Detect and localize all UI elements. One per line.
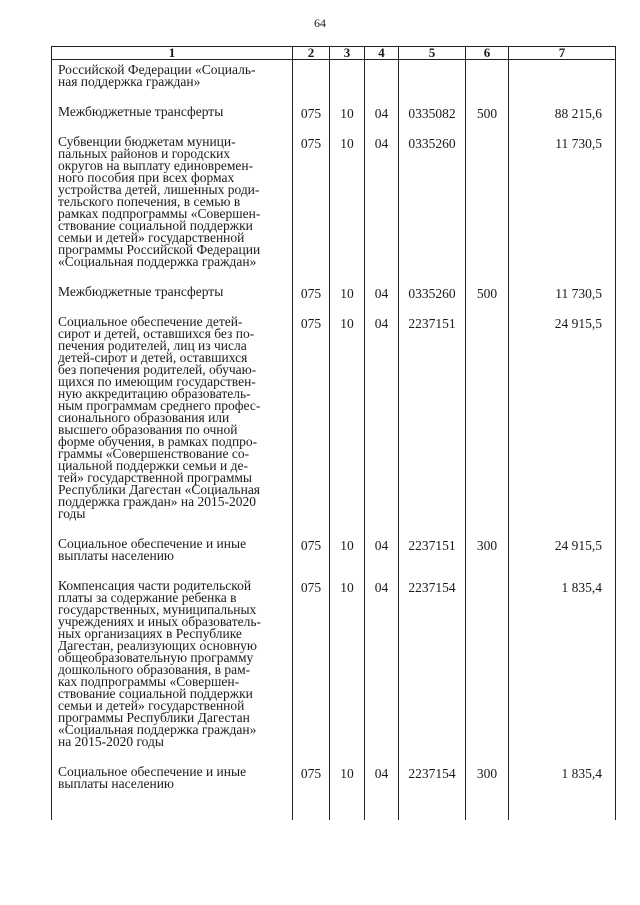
table-row	[52, 312, 616, 534]
table-row	[52, 576, 616, 762]
table-row	[52, 60, 616, 103]
cell-rz: 10	[330, 102, 365, 132]
cell-rz: 10	[330, 282, 365, 312]
cell-csr: 0335082	[399, 102, 466, 132]
cell-pr: 04	[365, 132, 399, 282]
cell-gr: 075	[293, 576, 330, 762]
cell-name: Социальное обеспечение и иные выплаты населению	[52, 762, 293, 820]
cell-name: Межбюджетные трансферты	[52, 102, 293, 132]
cell-gr	[293, 60, 330, 103]
cell-sum: 24 915,5	[509, 534, 616, 576]
cell-pr: 04	[365, 534, 399, 576]
cell-vr	[466, 60, 509, 103]
cell-vr	[466, 312, 509, 534]
header-col-4: 4	[365, 47, 399, 60]
cell-csr: 2237154	[399, 762, 466, 820]
cell-vr	[466, 576, 509, 762]
cell-pr	[365, 60, 399, 103]
cell-sum: 11 730,5	[509, 132, 616, 282]
table-row	[52, 102, 616, 132]
cell-rz: 10	[330, 534, 365, 576]
cell-vr	[466, 132, 509, 282]
cell-sum: 1 835,4	[509, 762, 616, 820]
cell-vr: 500	[466, 282, 509, 312]
header-col-1: 1	[52, 47, 293, 60]
cell-gr: 075	[293, 534, 330, 576]
header-col-2: 2	[293, 47, 330, 60]
cell-rz: 10	[330, 132, 365, 282]
cell-csr: 0335260	[399, 282, 466, 312]
cell-vr: 500	[466, 102, 509, 132]
cell-sum: 1 835,4	[509, 576, 616, 762]
cell-rz: 10	[330, 762, 365, 820]
cell-pr: 04	[365, 576, 399, 762]
table-body	[52, 60, 616, 821]
cell-gr: 075	[293, 312, 330, 534]
cell-pr: 04	[365, 312, 399, 534]
cell-sum: 11 730,5	[509, 282, 616, 312]
cell-vr: 300	[466, 534, 509, 576]
cell-gr: 075	[293, 102, 330, 132]
cell-gr: 075	[293, 762, 330, 820]
cell-sum	[509, 60, 616, 103]
header-col-5: 5	[399, 47, 466, 60]
cell-sum: 24 915,5	[509, 312, 616, 534]
cell-pr: 04	[365, 762, 399, 820]
header-col-7: 7	[509, 47, 616, 60]
table-row	[52, 132, 616, 282]
cell-name: Российской Федерации «Социаль- ная поддержка граждан»	[52, 60, 293, 103]
header-col-6: 6	[466, 47, 509, 60]
header-col-3: 3	[330, 47, 365, 60]
cell-gr: 075	[293, 282, 330, 312]
cell-name: Межбюджетные трансферты	[52, 282, 293, 312]
cell-pr: 04	[365, 282, 399, 312]
cell-pr: 04	[365, 102, 399, 132]
cell-csr: 2237151	[399, 534, 466, 576]
table-row	[52, 282, 616, 312]
table-row	[52, 762, 616, 820]
cell-gr: 075	[293, 132, 330, 282]
header-row	[52, 47, 616, 60]
cell-csr: 2237154	[399, 576, 466, 762]
cell-vr: 300	[466, 762, 509, 820]
cell-name: Социальное обеспечение и иные выплаты населению	[52, 534, 293, 576]
budget-table	[51, 46, 616, 820]
cell-rz: 10	[330, 312, 365, 534]
cell-name: Компенсация части родительской платы за содержание ребенка в государственных, муниципальных учреждениях и иных образователь- ных организациях в Республике Дагестан, реализующих основную общеобразовательную программу дошкольного образования, в рам- ках подпрограммы «Совершен- ствование социальной поддержки семьи и детей» государственной программы Республики Дагестан «Социальная поддержка граждан» на 2015-2020 годы	[52, 576, 293, 762]
cell-sum: 88 215,6	[509, 102, 616, 132]
page-number: 64	[314, 16, 326, 30]
table-row	[52, 534, 616, 576]
cell-rz	[330, 60, 365, 103]
cell-rz: 10	[330, 576, 365, 762]
cell-csr: 0335260	[399, 132, 466, 282]
cell-name: Субвенции бюджетам муници- пальных районов и городских округов на выплату единовремен- ного пособия при всех формах устройства детей, лишенных роди- тельского попечения, в семью в рамках подпрограммы «Совершен- ствование социальной поддержки семьи и детей» государственной программы Российской Федерации «Социальная поддержка граждан»	[52, 132, 293, 282]
cell-csr: 2237151	[399, 312, 466, 534]
cell-name: Социальное обеспечение детей- сирот и детей, оставшихся без по- печения родителей, лиц из числа детей-сирот и детей, оставшихся без попечения родителей, обучаю- щихся по имеющим государствен- ную аккредитацию образователь- ным программам среднего профес- сионального образования или высшего образования по очной форме обучения, в рамках подпро- граммы «Совершенствование со- циальной поддержки семьи и де- тей» государственной программы Республики Дагестан «Социальная поддержка граждан» на 2015-2020 годы	[52, 312, 293, 534]
cell-csr	[399, 60, 466, 103]
